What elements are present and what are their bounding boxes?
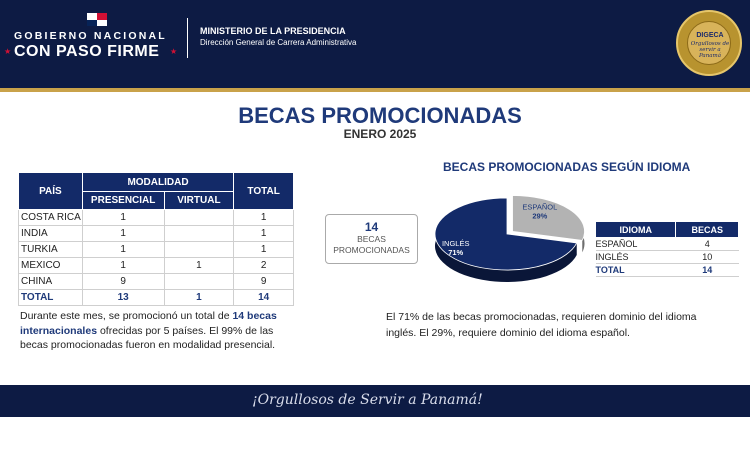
chart-title: BECAS PROMOCIONADAS SEGÚN IDIOMA xyxy=(443,160,691,174)
cell-pais: INDIA xyxy=(19,226,83,242)
cell-pais: CHINA xyxy=(19,274,83,290)
total-count-label: BECAS xyxy=(357,234,386,244)
cell-total: 1 xyxy=(234,226,294,242)
table-total-row xyxy=(596,264,739,277)
cell-presencial: 13 xyxy=(82,290,164,306)
header-modalidad: MODALIDAD xyxy=(82,173,234,192)
pie-label: INGLÉS xyxy=(441,239,470,249)
cell-idioma: TOTAL xyxy=(596,264,676,277)
total-count-box xyxy=(325,214,418,264)
cell-becas: 14 xyxy=(676,264,739,277)
star-icon: ★ xyxy=(4,47,12,56)
cell-virtual: 1 xyxy=(164,290,234,306)
summary-paragraph-right: El 71% de las becas promocionadas, requieren dominio del idioma inglés. El 29%, requiere dominio del idioma español. xyxy=(386,311,697,339)
cell-virtual xyxy=(164,210,234,226)
header-idioma: IDIOMA xyxy=(596,222,676,238)
header-divider xyxy=(187,18,188,58)
page-subtitle: ENERO 2025 xyxy=(343,127,417,141)
language-table xyxy=(595,221,739,277)
cell-presencial: 1 xyxy=(82,210,164,226)
pie-label: ESPAÑOL xyxy=(522,202,558,212)
cell-total: 9 xyxy=(234,274,294,290)
cell-idioma: ESPAÑOL xyxy=(596,238,676,251)
cell-idioma: INGLÉS xyxy=(596,251,676,264)
table-row xyxy=(19,258,294,274)
cell-virtual xyxy=(164,226,234,242)
pie-value-label: 71% xyxy=(448,248,464,258)
table-row xyxy=(19,242,294,258)
cell-pais: MEXICO xyxy=(19,258,83,274)
table-row xyxy=(596,251,739,264)
header-total: TOTAL xyxy=(234,173,294,210)
cell-virtual: 1 xyxy=(164,258,234,274)
cell-total: 2 xyxy=(234,258,294,274)
cell-pais: COSTA RICA xyxy=(19,210,83,226)
star-icon: ★ xyxy=(170,47,178,56)
table-row xyxy=(19,226,294,242)
header-presencial: PRESENCIAL xyxy=(82,192,164,210)
digeca-seal-logo xyxy=(676,10,742,76)
seal-motto: Orgullosos de servir a Panamá xyxy=(690,41,730,59)
total-count-number: 14 xyxy=(364,220,379,234)
gov-name-line1: GOBIERNO NACIONAL xyxy=(14,30,167,42)
cell-total: 1 xyxy=(234,242,294,258)
cell-presencial: 1 xyxy=(82,226,164,242)
country-table xyxy=(18,172,294,306)
footer-motto: ¡Orgullosos de Servir a Panamá! xyxy=(252,392,483,408)
cell-presencial: 1 xyxy=(82,242,164,258)
panama-flag-icon xyxy=(87,13,107,26)
cell-total: 1 xyxy=(234,210,294,226)
language-pie-chart xyxy=(425,190,595,295)
ministry-name: MINISTERIO DE LA PRESIDENCIA xyxy=(200,26,346,36)
header-becas: BECAS xyxy=(676,222,739,238)
seal-text: DIGECA xyxy=(696,32,724,39)
page-title: BECAS PROMOCIONADAS xyxy=(238,103,522,128)
header-virtual: VIRTUAL xyxy=(164,192,234,210)
table-row xyxy=(596,238,739,251)
table-row xyxy=(19,210,294,226)
direccion-name: Dirección General de Carrera Administrativa xyxy=(200,38,357,47)
cell-becas: 10 xyxy=(676,251,739,264)
cell-presencial: 1 xyxy=(82,258,164,274)
summary-paragraph-left: Durante este mes, se promocionó un total de 14 becas internacionales ofrecidas por 5 países. El 99% de las becas promocionadas fueron en modalidad presencial. xyxy=(20,310,277,351)
cell-pais: TURKIA xyxy=(19,242,83,258)
highlight-text: 14 becas internacionales xyxy=(20,310,277,337)
cell-becas: 4 xyxy=(676,238,739,251)
gov-name-line2: CON PASO FIRME xyxy=(14,43,160,60)
cell-virtual xyxy=(164,274,234,290)
cell-total: 14 xyxy=(234,290,294,306)
total-count-label: PROMOCIONADAS xyxy=(333,245,410,255)
table-row xyxy=(19,274,294,290)
header-stripe xyxy=(0,88,750,92)
table-total-row xyxy=(19,290,294,306)
cell-presencial: 9 xyxy=(82,274,164,290)
pie-value-label: 29% xyxy=(532,211,548,221)
cell-pais: TOTAL xyxy=(19,290,83,306)
header-pais: PAÍS xyxy=(19,173,83,210)
cell-virtual xyxy=(164,242,234,258)
